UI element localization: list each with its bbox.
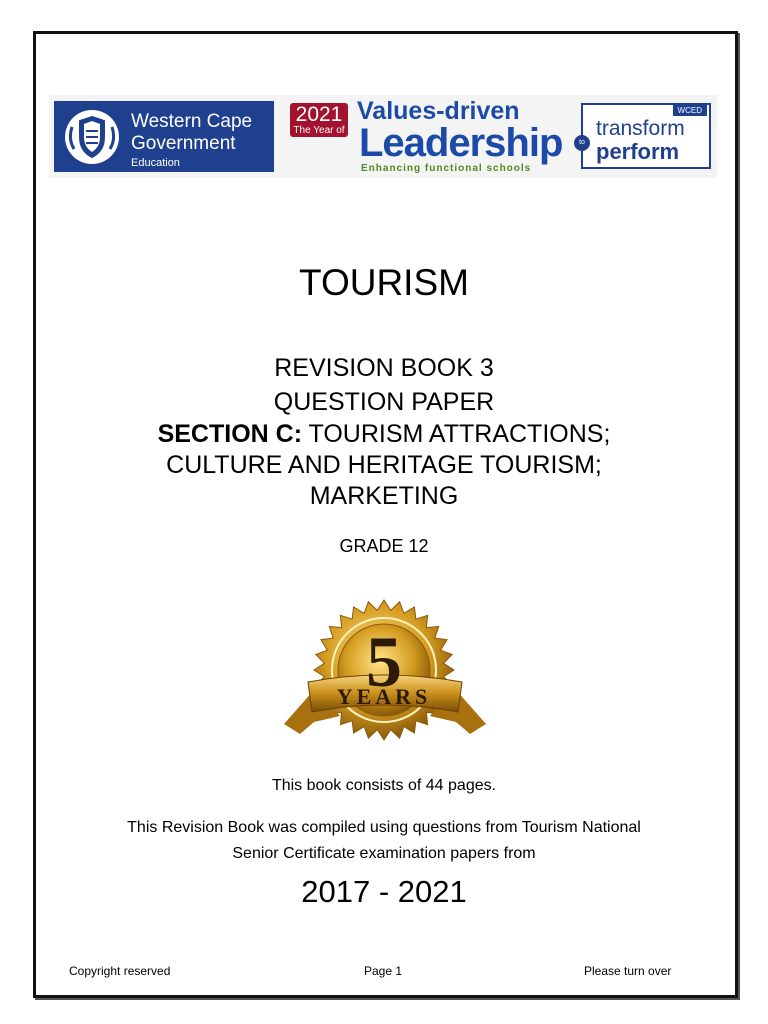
section-topics-3: MARKETING xyxy=(309,482,459,510)
five-years-seal-icon xyxy=(280,594,490,749)
compiled-note-line-2: Senior Certificate examination papers from xyxy=(232,845,536,862)
perform-text: perform xyxy=(596,139,680,164)
header-banner xyxy=(49,95,717,178)
section-topics-1: TOURISM ATTRACTIONS; xyxy=(308,420,611,448)
year-badge-year: 2021 xyxy=(295,103,343,126)
wced-badge: WCED xyxy=(673,105,707,116)
footer-page-number: Page 1 xyxy=(363,964,403,978)
values-driven-leadership-logo xyxy=(287,97,567,175)
western-cape-government-logo xyxy=(54,101,274,172)
footer-turn-over: Please turn over xyxy=(584,964,672,978)
coat-of-arms-icon xyxy=(62,107,122,167)
tagline-text: Enhancing functional schools xyxy=(361,163,532,174)
year-badge-caption: The Year of xyxy=(293,125,345,136)
year-badge xyxy=(290,103,348,137)
revision-book-title: REVISION BOOK 3 xyxy=(274,354,494,382)
section-line xyxy=(36,420,732,449)
seal-word: YEARS xyxy=(336,684,432,709)
compiled-note-line-1: This Revision Book was compiled using questions from Tourism National xyxy=(127,819,641,836)
transform-perform-logo xyxy=(581,103,711,169)
grade-label: GRADE 12 xyxy=(339,536,429,556)
subject-title: TOURISM xyxy=(299,262,469,303)
seal-number: 5 xyxy=(366,622,402,702)
values-driven-text: Values-driven xyxy=(357,97,520,125)
exam-years: 2017 - 2021 xyxy=(301,874,467,909)
section-topics-2: CULTURE AND HERITAGE TOURISM; xyxy=(166,451,602,479)
wcg-line-1: Western Cape xyxy=(131,111,253,132)
section-label: SECTION C: xyxy=(157,420,303,448)
wcg-line-3: Education xyxy=(131,157,180,169)
question-paper-title: QUESTION PAPER xyxy=(273,388,495,416)
to-circle: to xyxy=(574,135,590,151)
transform-text: transform xyxy=(596,117,685,140)
footer-copyright: Copyright reserved xyxy=(69,964,171,978)
pages-note: This book consists of 44 pages. xyxy=(271,777,497,794)
leadership-text: Leadership xyxy=(359,121,563,165)
wcg-line-2: Government xyxy=(131,133,236,154)
